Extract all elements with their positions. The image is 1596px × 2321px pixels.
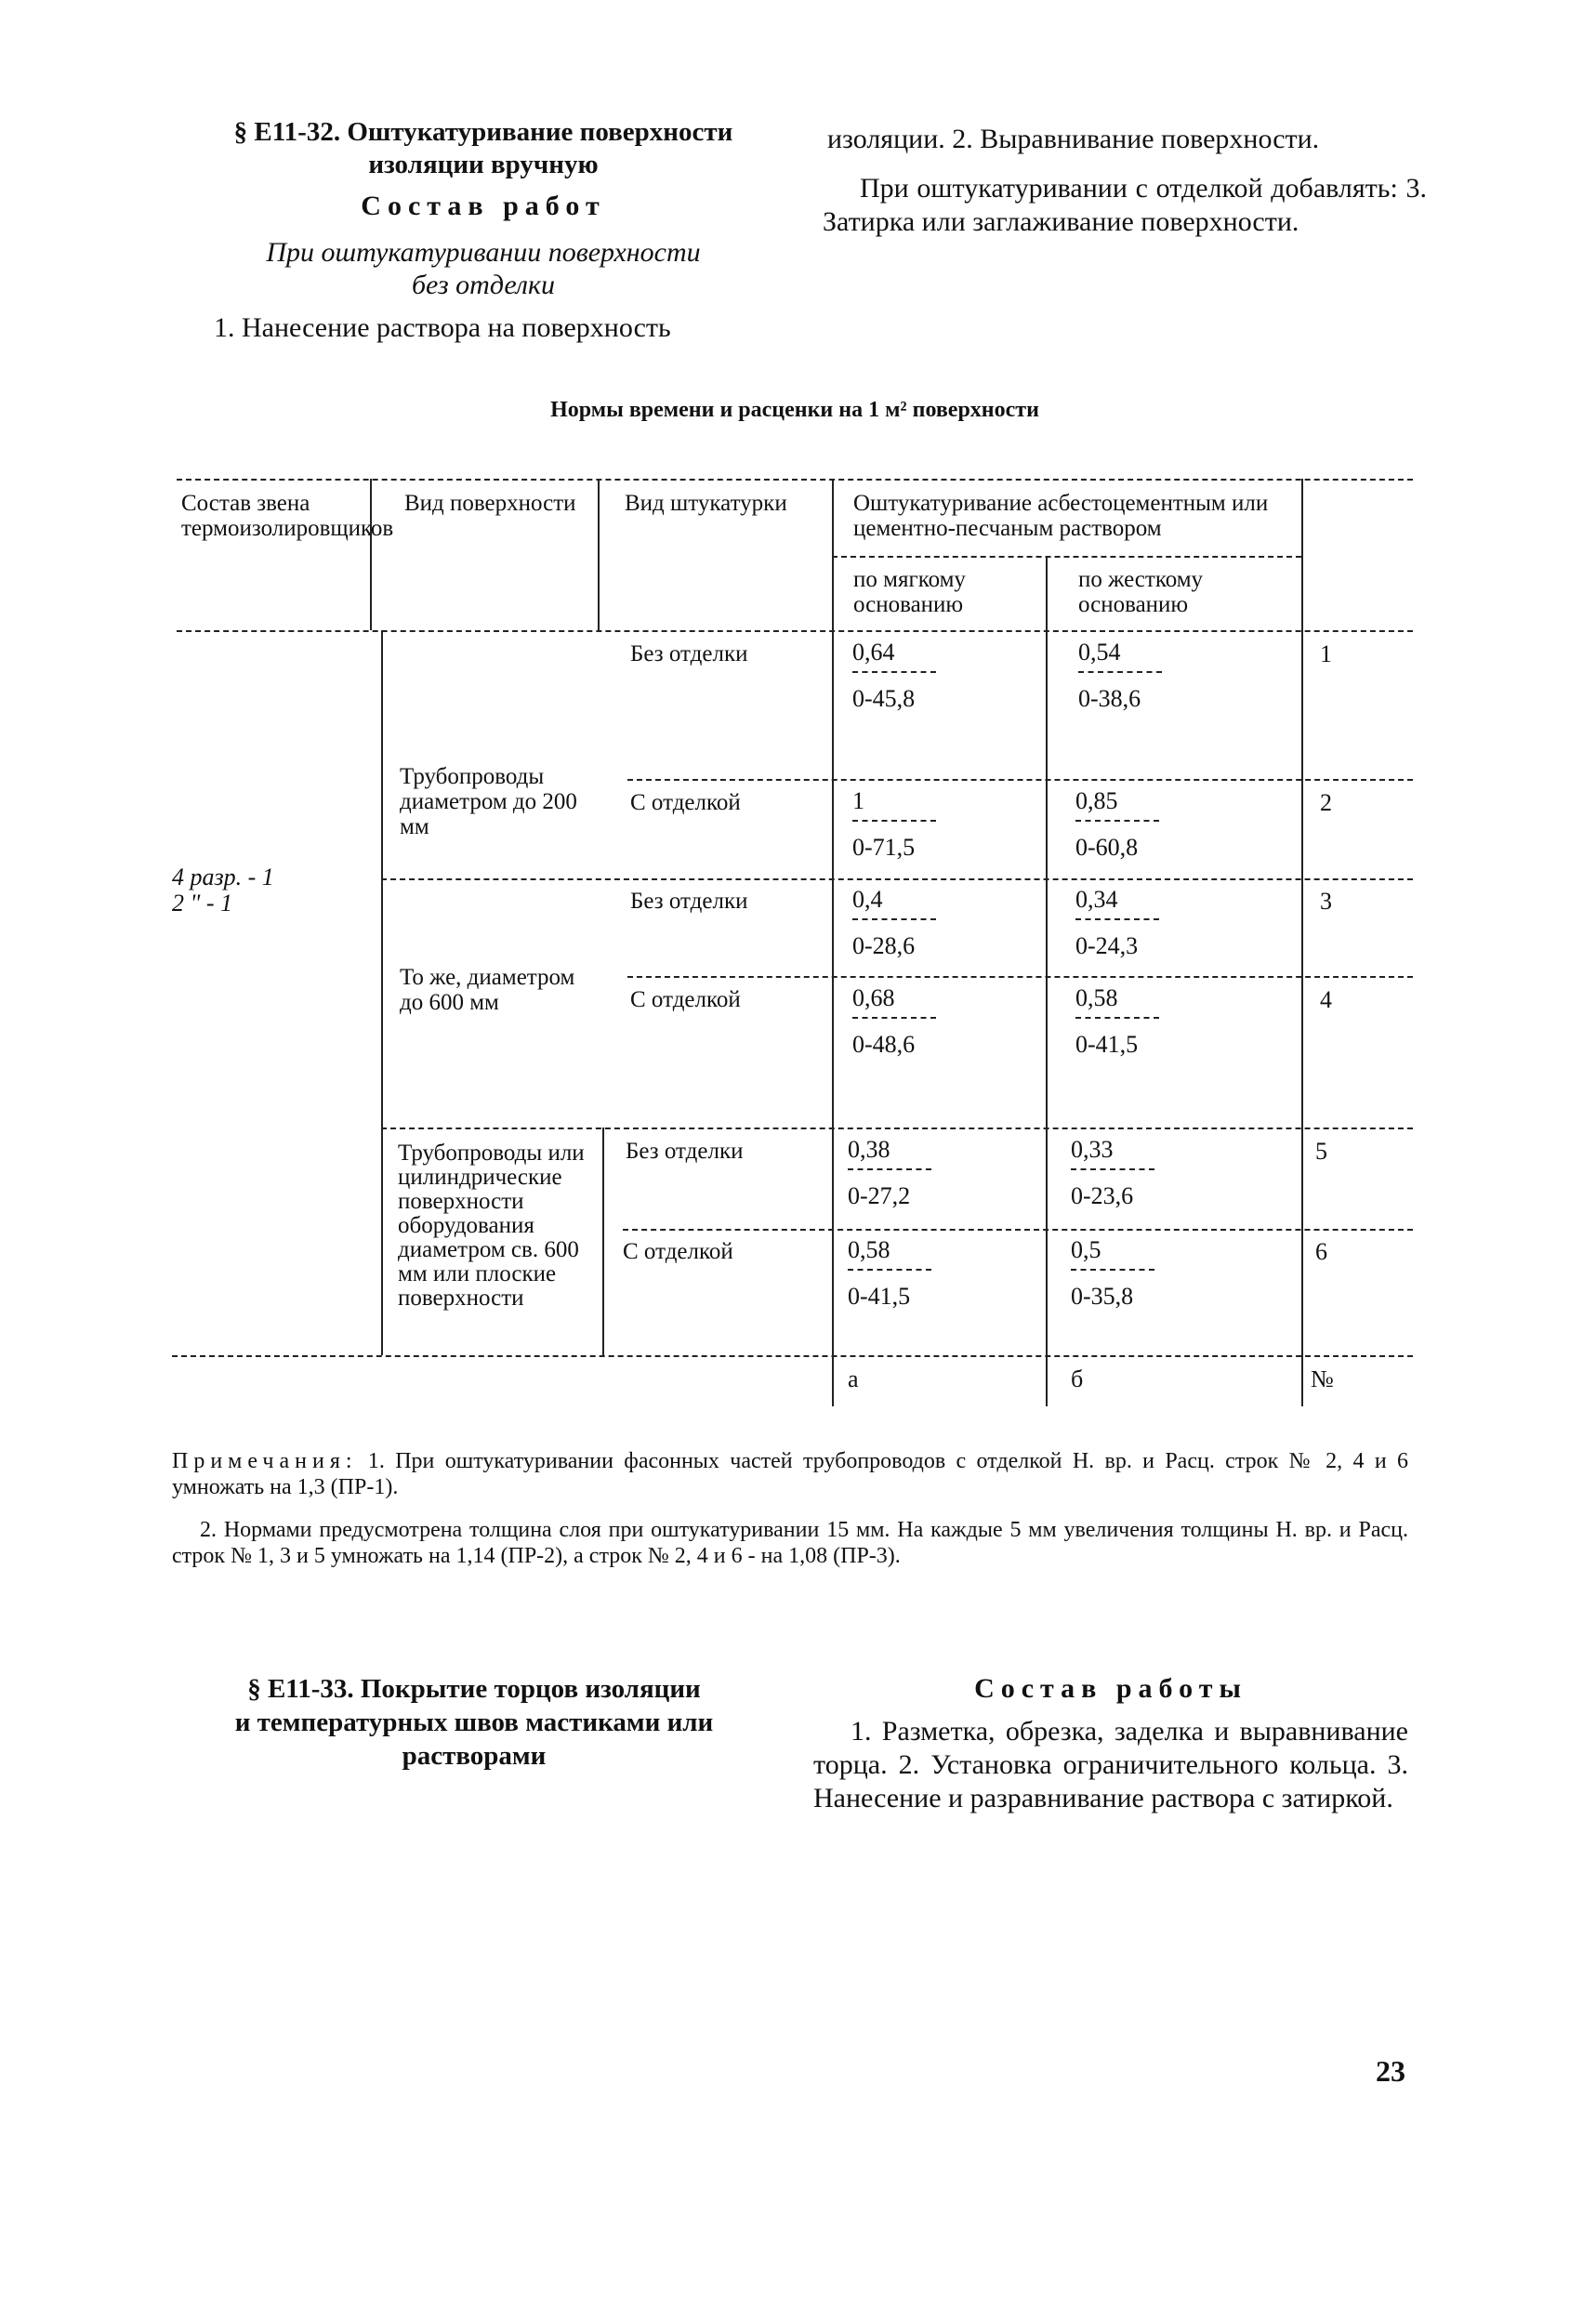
row2-hard-rate: 0-60,8: [1075, 834, 1139, 861]
table-title: Нормы времени и расценки на 1 м² поверхности: [550, 398, 1039, 422]
row1-soft-time: 0,64: [852, 640, 936, 673]
row2-hard: [1075, 788, 1178, 861]
row4-hard: [1075, 985, 1178, 1058]
table-rule-row3: [381, 878, 1413, 880]
row6-soft-time: 0,58: [848, 1237, 931, 1271]
header-plaster: Вид штукатурки: [625, 491, 787, 516]
row1-hard-time: 0,54: [1078, 640, 1162, 673]
row1-hard: [1078, 640, 1181, 712]
table-vline-crew-body: [381, 630, 383, 1355]
header-soft-base: по мягкому основанию: [853, 567, 966, 617]
row2-number: 2: [1320, 789, 1332, 816]
table-group-rule: [832, 556, 1301, 558]
row5-soft: [848, 1137, 950, 1209]
row4-soft-time: 0,68: [852, 985, 936, 1019]
section-32-title-line1: § Е11-32. Оштукатуривание поверхности: [233, 117, 733, 147]
note-1: [172, 1448, 1408, 1500]
table-rule-row4: [627, 976, 1413, 978]
row6-plaster: С отделкой: [623, 1239, 733, 1264]
section-32-continuation: изоляции. 2. Выравнивание поверхности.: [827, 124, 1320, 154]
row5-number: 5: [1315, 1138, 1327, 1165]
column-letter-a: а: [848, 1365, 859, 1392]
header-surface: Вид поверхности: [404, 491, 576, 516]
row2-soft-rate: 0-71,5: [852, 834, 916, 861]
surface-pipes-200: Трубопроводы диаметром до 200 мм: [400, 764, 577, 839]
table-rule-row2: [627, 779, 1413, 781]
column-number-sign: №: [1311, 1365, 1334, 1392]
table-vline-hard: [1301, 479, 1303, 1406]
notes-label: Примечания:: [172, 1449, 358, 1473]
section-33-title-line2: и температурных швов мастиками или: [234, 1708, 714, 1737]
row3-soft-rate: 0-28,6: [852, 932, 916, 959]
row5-hard-time: 0,33: [1071, 1137, 1154, 1170]
row5-soft-rate: 0-27,2: [848, 1182, 911, 1209]
section-32-finish-paragraph: При оштукатуривании с отделкой добавлять: 3. Затирка или заглаживание поверхности.: [823, 173, 1427, 237]
note-2: 2. Нормами предусмотрена толщина слоя при оштукатуривании 15 мм. На каждые 5 мм увеличения толщины Н. вр. и Расц. строк № 1, 3 и 5 умножать на 1,14 (ПР-2), а строк № 2, 4 и 6 - на 1,08 (ПР-3).: [172, 1518, 1408, 1568]
section-33-work-heading: Состав работы: [974, 1673, 1247, 1704]
header-plastering-group: Оштукатуривание асбестоцементным или цементно-песчаным раствором: [853, 491, 1269, 541]
section-32-work-heading: Состав работ: [361, 191, 606, 221]
table-vline-plaster: [832, 479, 834, 1406]
header-hard-base: по жесткому основанию: [1078, 567, 1204, 617]
crew-line-2: 2 " - 1: [172, 890, 233, 917]
table-rule-row5: [381, 1128, 1413, 1129]
row3-number: 3: [1320, 888, 1332, 915]
column-letter-b: б: [1071, 1365, 1084, 1392]
row4-plaster: С отделкой: [630, 987, 741, 1012]
row4-hard-time: 0,58: [1075, 985, 1159, 1019]
crew-composition: [172, 864, 274, 917]
row4-soft-rate: 0-48,6: [852, 1031, 916, 1058]
row2-soft: [852, 788, 955, 861]
row4-hard-rate: 0-41,5: [1075, 1031, 1139, 1058]
table-top-rule: [177, 479, 1413, 481]
table-vline-crew: [370, 479, 372, 630]
section-32-item1: 1. Нанесение раствора на поверхность: [214, 312, 671, 343]
row2-hard-time: 0,85: [1075, 788, 1159, 822]
section-32-subheading-line1: При оштукатуривании поверхности: [266, 237, 701, 268]
row4-number: 4: [1320, 986, 1332, 1013]
row3-plaster: Без отделки: [630, 889, 748, 914]
header-crew: Состав звена термоизолировщиков: [181, 491, 394, 541]
row5-soft-time: 0,38: [848, 1137, 931, 1170]
row3-hard-rate: 0-24,3: [1075, 932, 1139, 959]
row3-hard: [1075, 887, 1178, 959]
row6-soft-rate: 0-41,5: [848, 1283, 911, 1310]
row1-hard-rate: 0-38,6: [1078, 685, 1141, 712]
section-32-subheading-line2: без отделки: [411, 270, 556, 300]
row1-soft: [852, 640, 955, 712]
row2-plaster: С отделкой: [630, 790, 741, 815]
row6-hard-time: 0,5: [1071, 1237, 1154, 1271]
row1-plaster: Без отделки: [630, 641, 748, 666]
row3-hard-time: 0,34: [1075, 887, 1159, 920]
table-header-rule: [177, 630, 1413, 632]
section-33-title-line1: § Е11-33. Покрытие торцов изоляции: [247, 1674, 701, 1704]
section-33-title-line3: растворами: [402, 1741, 547, 1771]
surface-pipes-600: То же, диаметром до 600 мм: [400, 965, 575, 1015]
row3-soft: [852, 887, 955, 959]
row6-soft: [848, 1237, 950, 1310]
section-32-title-line2: изоляции вручную: [368, 150, 599, 179]
row1-soft-rate: 0-45,8: [852, 685, 916, 712]
table-vline-soft: [1046, 556, 1048, 1406]
table-bottom-rule: [172, 1355, 1413, 1357]
row6-hard: [1071, 1237, 1173, 1310]
crew-line-1: 4 разр. - 1: [172, 864, 274, 890]
row5-hard: [1071, 1137, 1173, 1209]
table-rule-row6: [623, 1229, 1413, 1231]
surface-large-equipment: Трубопроводы или цилиндрические поверхности оборудования диаметром св. 600 мм или плоские поверхности: [398, 1141, 585, 1311]
row3-soft-time: 0,4: [852, 887, 936, 920]
row2-soft-time: 1: [852, 788, 936, 822]
row6-number: 6: [1315, 1238, 1327, 1265]
row5-hard-rate: 0-23,6: [1071, 1182, 1134, 1209]
row1-number: 1: [1320, 640, 1332, 667]
table-vline-surface-body: [602, 1128, 604, 1355]
row4-soft: [852, 985, 955, 1058]
section-33-work-text: 1. Разметка, обрезка, заделка и выравнивание торца. 2. Установка ограничительного кольца. 3. Нанесение и разравнивание раствора с затиркой.: [813, 1716, 1408, 1813]
page-number: 23: [1376, 2054, 1405, 2088]
table-vline-surface: [598, 479, 600, 630]
note-1-text: 1. При оштукатуривании фасонных частей трубопроводов с отделкой Н. вр. и Расц. строк № 2, 4 и 6 умножать на 1,3 (ПР-1).: [172, 1449, 1409, 1499]
row5-plaster: Без отделки: [626, 1139, 744, 1164]
row6-hard-rate: 0-35,8: [1071, 1283, 1134, 1310]
